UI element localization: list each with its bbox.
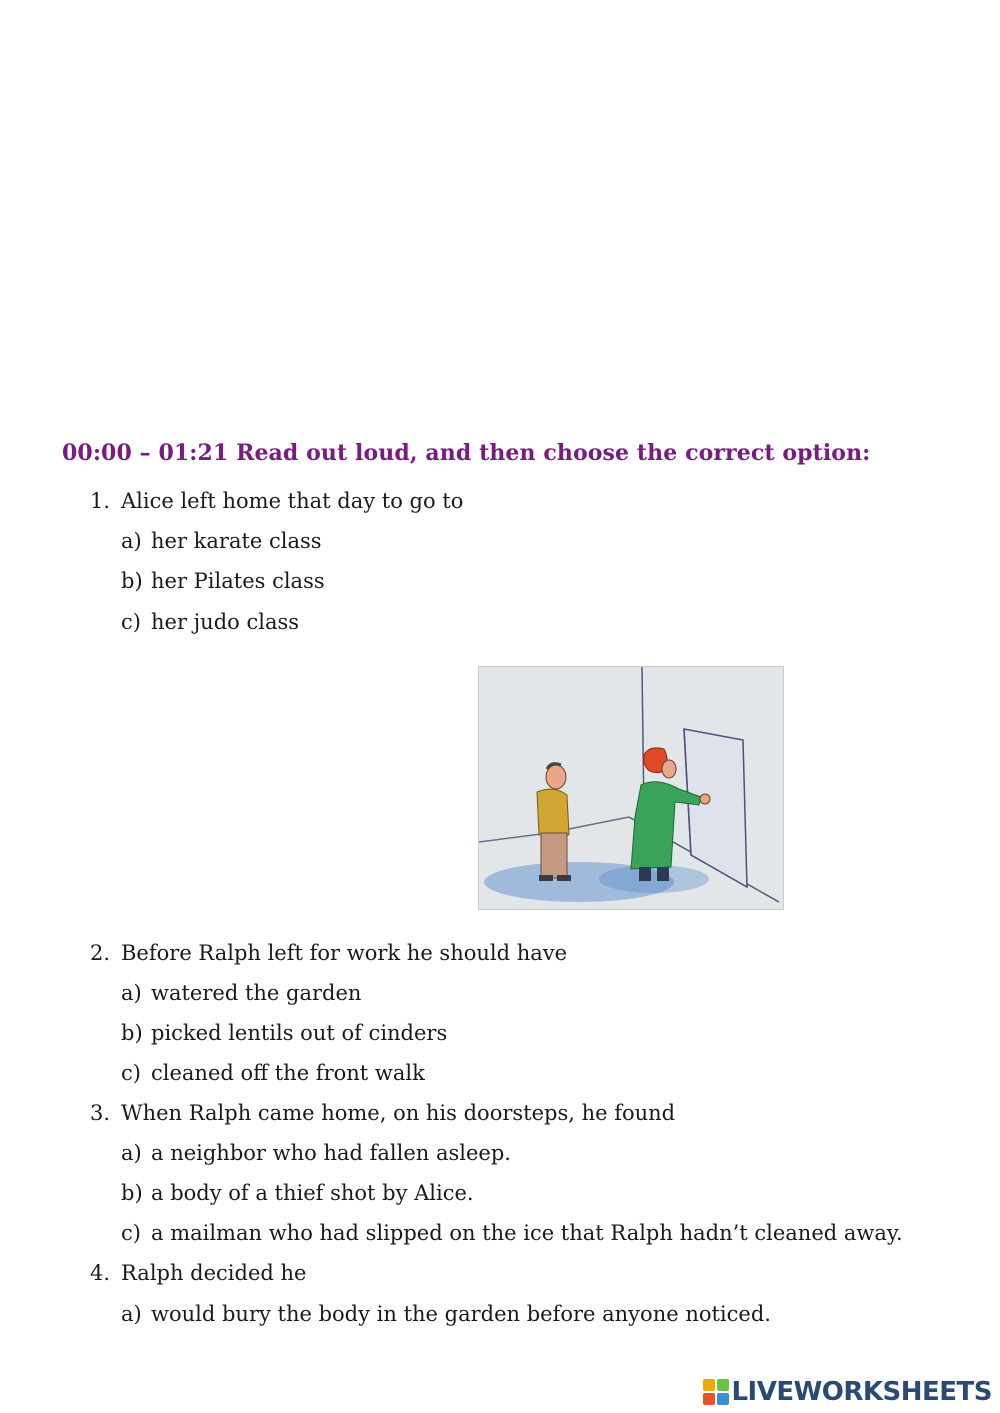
option-text: watered the garden (151, 981, 362, 1005)
option-text: her Pilates class (151, 569, 325, 593)
option-1b[interactable] (121, 569, 325, 593)
liveworksheets-logo-icon (703, 1379, 729, 1405)
question-text: When Ralph came home, on his doorsteps, he found (121, 1101, 676, 1125)
option-text: her karate class (151, 529, 322, 553)
question-number: 3. (90, 1101, 111, 1125)
question-text: Ralph decided he (121, 1261, 307, 1285)
option-letter: b) (121, 569, 143, 593)
brand-name: LIVEWORKSHEETS (731, 1377, 992, 1407)
option-letter: a) (121, 1141, 142, 1165)
option-3a[interactable] (121, 1141, 511, 1165)
story-illustration (478, 666, 784, 910)
option-2c[interactable] (121, 1061, 425, 1085)
cartoon-drawing (479, 667, 783, 909)
question-text: Before Ralph left for work he should have (121, 941, 568, 965)
question-number: 2. (90, 941, 111, 965)
option-3c[interactable] (121, 1221, 903, 1245)
option-letter: c) (121, 1061, 141, 1085)
option-letter: a) (121, 529, 142, 553)
option-letter: a) (121, 981, 142, 1005)
question-2 (90, 941, 567, 965)
option-2a[interactable] (121, 981, 361, 1005)
option-text: a mailman who had slipped on the ice that Ralph hadn’t cleaned away. (151, 1221, 903, 1245)
question-3 (90, 1101, 675, 1125)
option-text: a body of a thief shot by Alice. (151, 1181, 474, 1205)
option-letter: b) (121, 1021, 143, 1045)
option-text: picked lentils out of cinders (151, 1021, 448, 1045)
option-text: her judo class (151, 610, 300, 634)
question-number: 4. (90, 1261, 111, 1285)
option-text: cleaned off the front walk (151, 1061, 425, 1085)
option-2b[interactable] (121, 1021, 447, 1045)
question-text: Alice left home that day to go to (121, 489, 464, 513)
option-letter: c) (121, 610, 141, 634)
option-letter: a) (121, 1302, 142, 1326)
option-4a[interactable] (121, 1302, 771, 1326)
option-letter: b) (121, 1181, 143, 1205)
liveworksheets-logo[interactable] (703, 1376, 992, 1408)
question-1 (90, 489, 463, 513)
option-text: would bury the body in the garden before anyone noticed. (151, 1302, 771, 1326)
option-text: a neighbor who had fallen asleep. (151, 1141, 511, 1165)
option-3b[interactable] (121, 1181, 474, 1205)
question-4 (90, 1261, 306, 1285)
question-number: 1. (90, 489, 111, 513)
option-1a[interactable] (121, 529, 322, 553)
worksheet-heading: 00:00 – 01:21 Read out loud, and then choose the correct option: (62, 440, 871, 466)
option-letter: c) (121, 1221, 141, 1245)
option-1c[interactable] (121, 610, 299, 634)
